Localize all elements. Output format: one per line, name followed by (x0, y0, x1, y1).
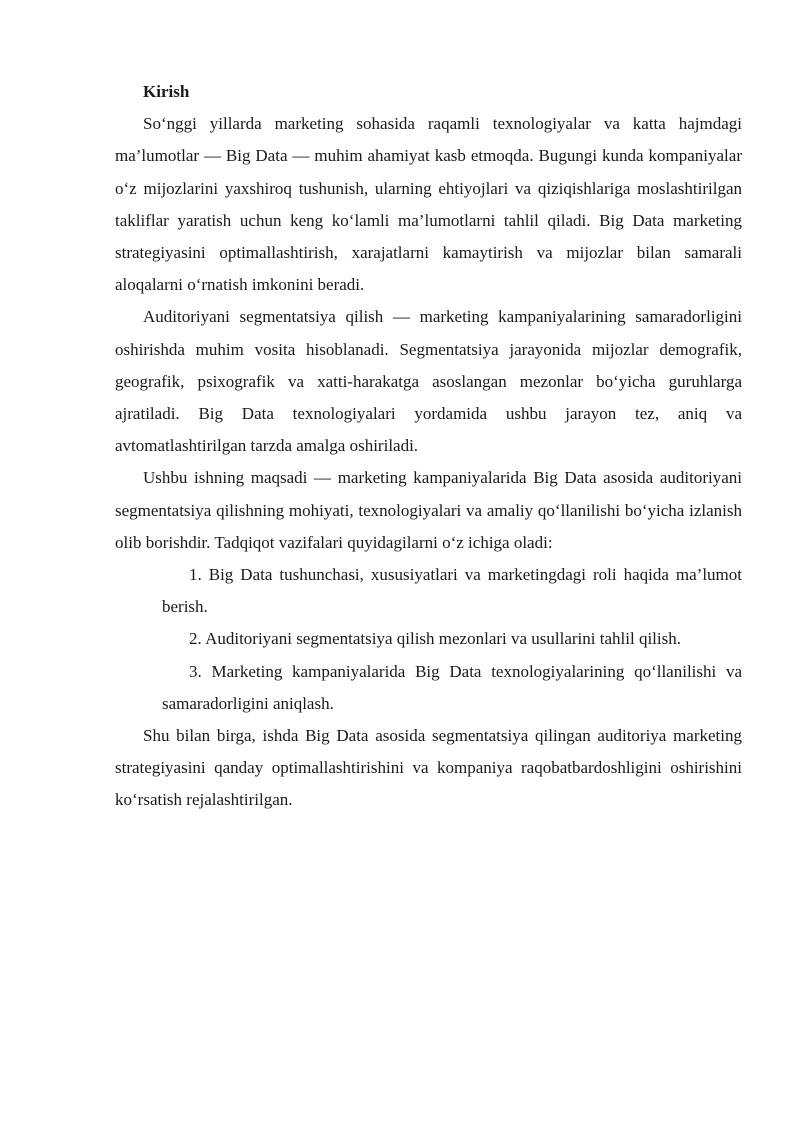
list-item (115, 623, 742, 655)
list-item (115, 656, 742, 720)
list-item-number: 2. (189, 629, 202, 649)
intro-paragraph-1: So‘nggi yillarda marketing sohasida raqamli texnologiyalar va katta hajmdagi ma’lumotlar — Big Data — muhim ahamiyat kasb etmoqda. Bugungi kunda kompaniyalar o‘z mijozlarini yaxshiroq tushunish, ularning ehtiyojlari va qiziqishlariga moslashtirilgan takliflar yaratish uchun keng ko‘lamli ma’lumotlarni tahlil qiladi. Big Data marketing strategiyasini optimallashtirish, xarajatlarni kamaytirish va mijozlar bilan samarali aloqalarni o‘rnatish imkonini beradi. (115, 114, 742, 295)
list-item (115, 559, 742, 623)
document-body (115, 76, 742, 817)
closing-paragraph: Shu bilan birga, ishda Big Data asosida segmentatsiya qilingan auditoriya marketing strategiyasini qanday optimallashtirishini va kompaniya raqobatbardoshligini oshirishini ko‘rsatish rejalashtirilgan. (115, 726, 742, 810)
tasks-list (115, 559, 742, 720)
list-item-number: 3. (189, 661, 202, 681)
section-heading: Kirish (143, 82, 190, 101)
intro-paragraph-3: Ushbu ishning maqsadi — marketing kampaniyalarida Big Data asosida auditoriyani segmentatsiya qilishning mohiyati, texnologiyalari va amaliy qo‘llanilishi bo‘yicha izlanish olib borishdir. Tadqiqot vazifalari quyidagilarni o‘z ichiga oladi: (115, 468, 742, 552)
list-item-number: 1. (189, 565, 202, 585)
list-item-text: Auditoriyani segmentatsiya qilish mezonlari va usullarini tahlil qilish. (205, 629, 681, 649)
list-item-text: Big Data tushunchasi, xususiyatlari va marketingdagi roli haqida ma’lumot berish. (162, 565, 742, 617)
intro-paragraph-2: Auditoriyani segmentatsiya qilish — marketing kampaniyalarining samaradorligini oshirishda muhim vosita hisoblanadi. Segmentatsiya jarayonida mijozlar demografik, geografik, psixografik va xatti-harakatga asoslangan mezonlar bo‘yicha guruhlarga ajratiladi. Big Data texnologiyalari yordamida ushbu jarayon tez, aniq va avtomatlashtirilgan tarzda amalga oshiriladi. (115, 307, 742, 456)
list-item-text: Marketing kampaniyalarida Big Data texnologiyalarining qo‘llanilishi va samaradorligini aniqlash. (162, 661, 743, 713)
